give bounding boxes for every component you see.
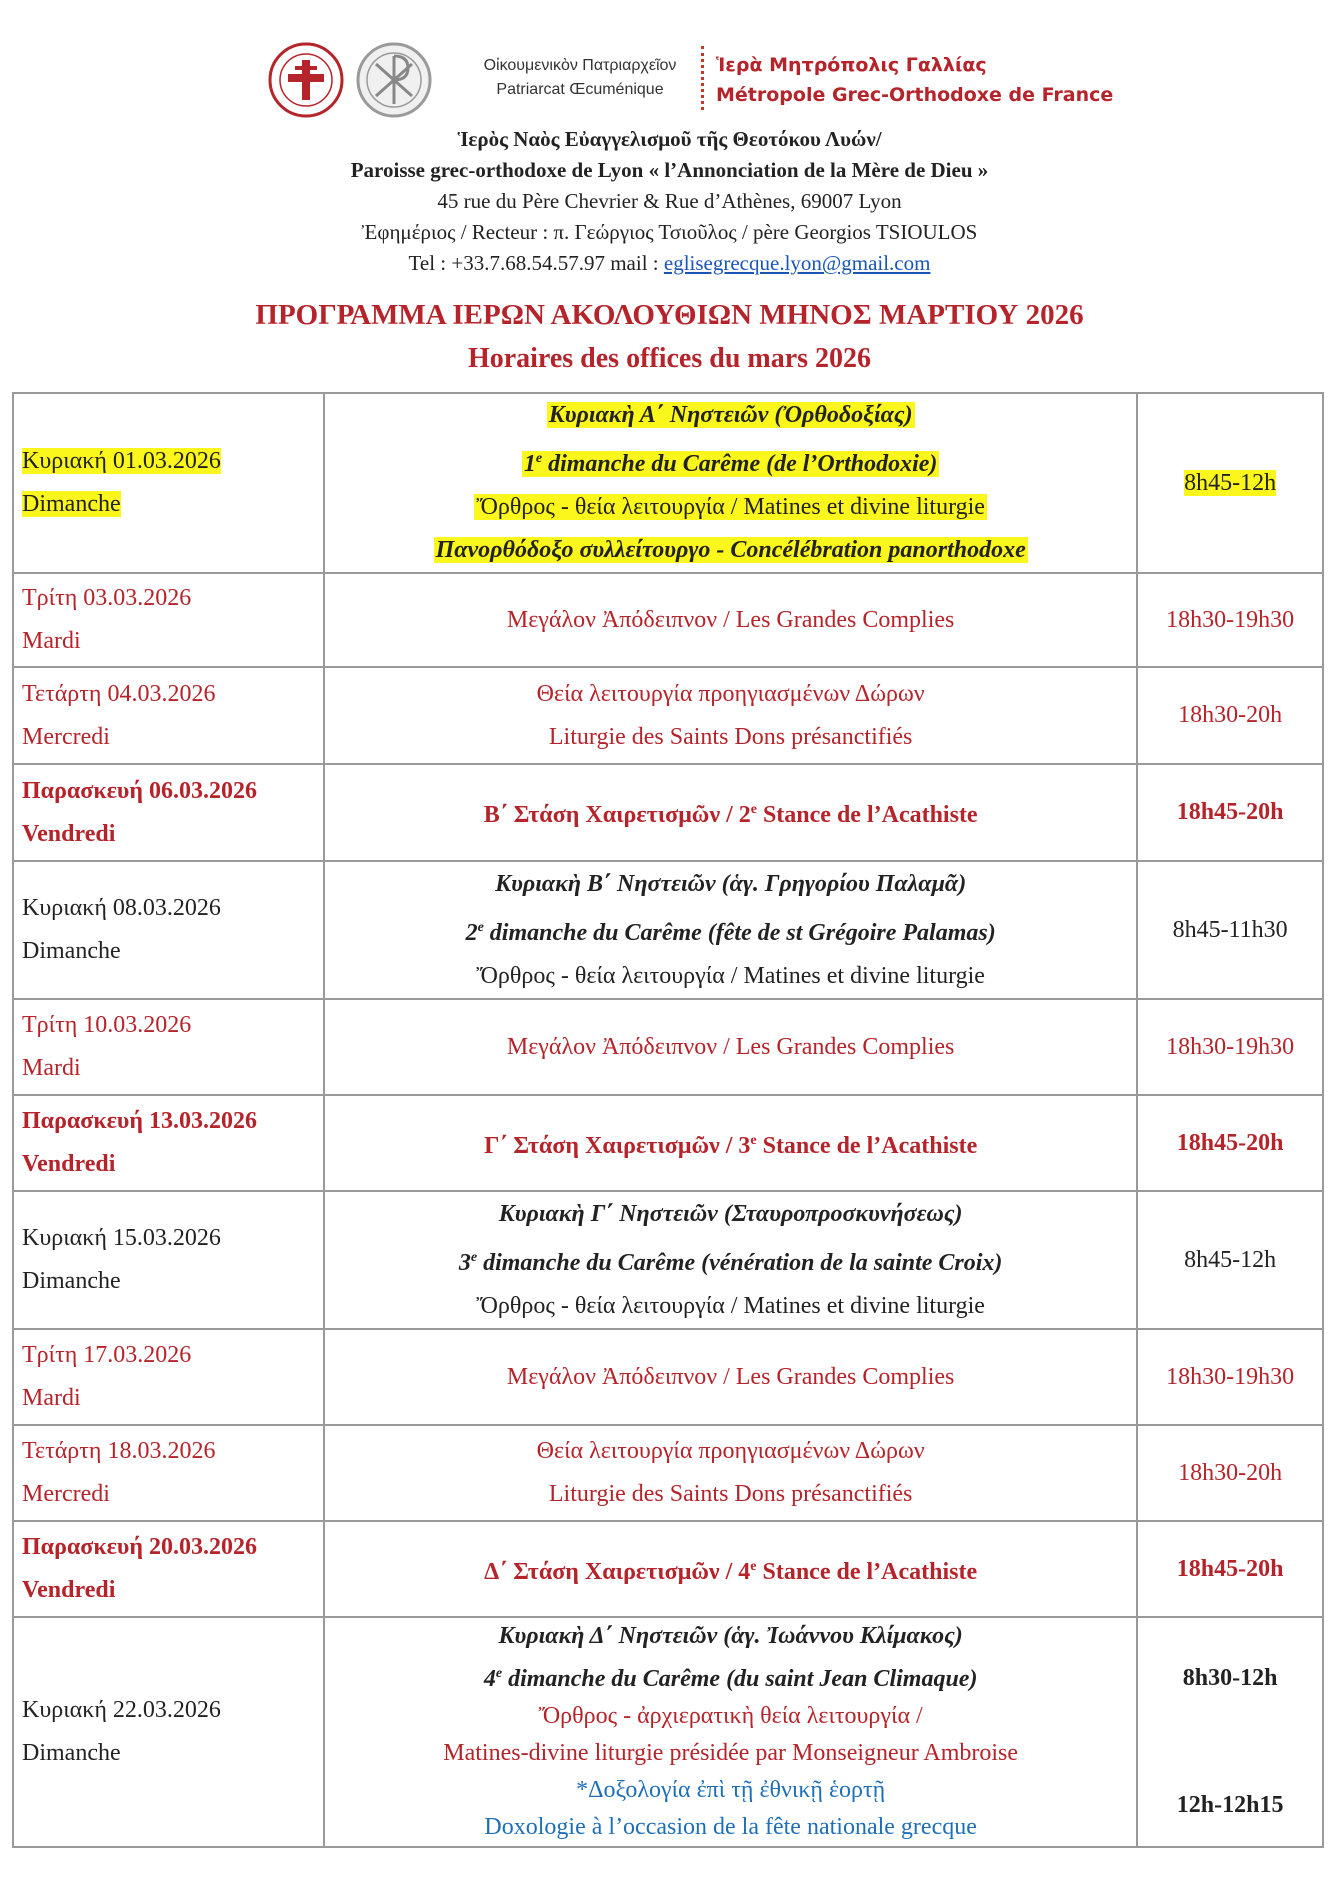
service-line: Γ΄ Στάση Χαιρετισμῶν / 3e Stance de l’Acathiste <box>484 1132 978 1159</box>
time-cell <box>1137 1329 1323 1425</box>
time-cell <box>1137 1521 1323 1617</box>
service-line: 2e dimanche du Carême (fête de st Grégoire Palamas) <box>465 919 996 946</box>
date-cell <box>13 1425 324 1521</box>
day-fr: Vendredi <box>22 1577 116 1603</box>
date-cell <box>13 573 324 667</box>
service-line: Θεία λειτουργία προηγιασμένων Δώρων <box>536 1438 925 1464</box>
time-cell <box>1137 764 1323 861</box>
time-text: 18h30-19h30 <box>1166 1363 1295 1390</box>
schedule-table <box>12 392 1324 1848</box>
service-cell <box>324 573 1137 667</box>
time-cell <box>1137 999 1323 1095</box>
time-text: 8h45-12h <box>1184 469 1277 496</box>
service-line: Μεγάλον Ἀπόδειπνον / Les Grandes Complies <box>506 1033 955 1060</box>
email-link[interactable]: eglisegrecque.lyon@gmail.com <box>663 251 931 275</box>
patriarchate-seal-icon <box>268 42 344 118</box>
table-row <box>13 667 1323 764</box>
date-cell <box>13 667 324 764</box>
time-text: 18h30-20h <box>1178 1459 1283 1486</box>
day-gr: Κυριακή 22.03.2026 <box>22 1697 221 1723</box>
service-line: Liturgie des Saints Dons présanctifiés <box>548 723 913 750</box>
time-text: 18h45-20h <box>1176 799 1284 825</box>
service-line: Doxologie à l’occasion de la fête nationale grecque <box>484 1814 977 1840</box>
day-gr: Τετάρτη 18.03.2026 <box>22 1438 216 1464</box>
day-gr: Τρίτη 10.03.2026 <box>22 1012 192 1038</box>
table-row <box>13 393 1323 573</box>
patriarchate-label <box>465 54 695 102</box>
header-divider <box>701 46 704 110</box>
table-row <box>13 573 1323 667</box>
date-cell <box>13 1617 324 1847</box>
table-row <box>13 1329 1323 1425</box>
service-line: Πανορθόδοξο συλλείτουργο - Concélébration panorthodoxe <box>435 537 1026 563</box>
time-cell <box>1137 573 1323 667</box>
time-cell <box>1137 1095 1323 1191</box>
time-text: 18h30-19h30 <box>1166 606 1295 633</box>
day-fr: Mardi <box>22 628 81 654</box>
table-row <box>13 764 1323 861</box>
table-row <box>13 861 1323 999</box>
time-cell <box>1137 393 1323 573</box>
patriarchate-fr: Patriarcat Œcuménique <box>496 81 664 98</box>
logos-bar <box>268 42 1114 122</box>
contact-line <box>0 248 1339 279</box>
service-line: Δ΄ Στάση Χαιρετισμῶν / 4e Stance de l’Acathiste <box>484 1558 978 1585</box>
day-fr: Mercredi <box>22 1481 110 1507</box>
time-text: 8h45-11h30 <box>1172 916 1288 943</box>
day-fr: Vendredi <box>22 820 116 847</box>
metropolis-seal-icon <box>356 42 432 118</box>
service-cell <box>324 667 1137 764</box>
metropolis-fr: Métropole Grec-Orthodoxe de France <box>716 84 1114 106</box>
service-line: 3e dimanche du Carême (vénération de la sainte Croix) <box>458 1249 1003 1276</box>
service-cell <box>324 1521 1137 1617</box>
service-cell <box>324 393 1137 573</box>
service-cell <box>324 1329 1137 1425</box>
date-cell <box>13 1521 324 1617</box>
table-row <box>13 1425 1323 1521</box>
time-text: 8h30-12h <box>1182 1665 1278 1691</box>
service-line: Κυριακὴ Γ΄ Νηστειῶν (Σταυροπροσκυνήσεως) <box>498 1200 963 1227</box>
time-text-doxology: 12h-12h15 <box>1176 1792 1284 1818</box>
service-line: Ὄρθρος - ἀρχιερατικὴ θεία λειτουργία / <box>538 1703 923 1729</box>
schedule-title-gr: ΠΡΟΓΡΑΜΜΑ ΙΕΡΩΝ ΑΚΟΛΟΥΘΙΩΝ ΜΗΝΟΣ ΜΑΡΤΙΟΥ 2026 <box>255 299 1084 331</box>
service-line: Κυριακὴ Α΄ Νηστειῶν (Ὀρθοδοξίας) <box>548 402 913 428</box>
service-line: Κυριακὴ Β΄ Νηστειῶν (ἁγ. Γρηγορίου Παλαμᾶ) <box>495 870 967 897</box>
service-cell <box>324 1617 1137 1847</box>
day-fr: Mardi <box>22 1385 81 1411</box>
date-cell <box>13 1191 324 1329</box>
service-line: 1e dimanche du Carême (de l’Orthodoxie) <box>523 451 938 477</box>
date-cell <box>13 1329 324 1425</box>
church-name-fr: Paroisse grec-orthodoxe de Lyon « l’Annonciation de la Mère de Dieu » <box>350 158 989 182</box>
date-cell <box>13 999 324 1095</box>
table-row <box>13 1095 1323 1191</box>
day-gr: Τετάρτη 04.03.2026 <box>22 680 216 707</box>
time-cell <box>1137 1617 1323 1847</box>
day-fr: Dimanche <box>22 938 121 964</box>
service-cell <box>324 764 1137 861</box>
date-cell <box>13 393 324 573</box>
day-fr: Vendredi <box>22 1151 116 1177</box>
schedule-title-fr: Horaires des offices du mars 2026 <box>467 343 872 374</box>
day-fr: Dimanche <box>22 491 121 517</box>
day-fr: Mercredi <box>22 723 110 750</box>
service-line: Matines-divine liturgie présidée par Monseigneur Ambroise <box>443 1740 1019 1766</box>
day-fr: Mardi <box>22 1055 81 1081</box>
service-cell <box>324 861 1137 999</box>
table-row <box>13 1617 1323 1847</box>
rector-line: Ἐφημέριος / Recteur : π. Γεώργιος Τσιοῦλος / père Georgios TSIOULOS <box>361 220 978 244</box>
time-text: 18h45-20h <box>1176 1129 1284 1156</box>
service-cell <box>324 1425 1137 1521</box>
metropolis-label <box>716 50 1116 110</box>
service-line: Ὄρθρος - θεία λειτουργία / Matines et divine liturgie <box>476 962 985 989</box>
church-name-gr: Ἱερὸς Ναὸς Εὐαγγελισμοῦ τῆς Θεοτόκου Λυών/ <box>457 127 882 151</box>
service-line: *Δοξολογία ἐπὶ τῇ ἐθνικῇ ἑορτῇ <box>576 1777 886 1803</box>
table-row <box>13 1521 1323 1617</box>
time-cell <box>1137 861 1323 999</box>
patriarchate-gr: Οἰκουμενικὸν Πατριαρχεῖον <box>483 57 677 74</box>
day-gr: Παρασκευή 13.03.2026 <box>22 1108 258 1134</box>
day-gr: Κυριακή 08.03.2026 <box>22 895 221 921</box>
time-text: 8h45-12h <box>1184 1246 1277 1273</box>
service-line: Μεγάλον Ἀπόδειπνον / Les Grandes Complies <box>506 1363 955 1390</box>
table-row <box>13 999 1323 1095</box>
date-cell <box>13 764 324 861</box>
parish-address-block <box>0 124 1339 279</box>
table-row <box>13 1191 1323 1329</box>
service-line: Ὄρθρος - θεία λειτουργία / Matines et divine liturgie <box>476 1292 985 1319</box>
street-address: 45 rue du Père Chevrier & Rue d’Athènes, 69007 Lyon <box>437 189 902 213</box>
date-cell <box>13 861 324 999</box>
service-cell <box>324 1191 1137 1329</box>
service-line: Ὄρθρος - θεία λειτουργία / Matines et divine liturgie <box>476 494 985 520</box>
time-cell <box>1137 1425 1323 1521</box>
phone-text: Tel : +33.7.68.54.57.97 mail : <box>408 251 664 275</box>
day-gr: Τρίτη 17.03.2026 <box>22 1342 192 1368</box>
time-cell <box>1137 667 1323 764</box>
day-fr: Dimanche <box>22 1268 121 1294</box>
day-gr: Τρίτη 03.03.2026 <box>22 585 192 611</box>
time-text: 18h45-20h <box>1176 1555 1284 1582</box>
day-gr: Κυριακή 15.03.2026 <box>22 1225 221 1251</box>
time-text: 18h30-20h <box>1178 702 1283 728</box>
service-line: Κυριακὴ Δ΄ Νηστειῶν (ἁγ. Ἰωάννου Κλίμακος) <box>498 1623 963 1649</box>
date-cell <box>13 1095 324 1191</box>
service-cell <box>324 999 1137 1095</box>
time-text: 18h30-19h30 <box>1166 1033 1295 1060</box>
time-cell <box>1137 1191 1323 1329</box>
service-line: Β΄ Στάση Χαιρετισμῶν / 2e Stance de l’Acathiste <box>483 802 978 828</box>
day-gr: Παρασκευή 06.03.2026 <box>22 777 258 804</box>
service-cell <box>324 1095 1137 1191</box>
service-line: 4e dimanche du Carême (du saint Jean Climaque) <box>483 1666 978 1692</box>
metropolis-gr: Ἱερὰ Μητρόπολις Γαλλίας <box>716 54 987 76</box>
service-line: Μεγάλον Ἀπόδειπνον / Les Grandes Complies <box>506 606 955 633</box>
service-line: Liturgie des Saints Dons présanctifiés <box>548 1481 913 1507</box>
day-gr: Κυριακή 01.03.2026 <box>22 448 221 474</box>
service-line: Θεία λειτουργία προηγιασμένων Δώρων <box>536 680 925 707</box>
day-fr: Dimanche <box>22 1740 121 1766</box>
day-gr: Παρασκευή 20.03.2026 <box>22 1534 258 1560</box>
